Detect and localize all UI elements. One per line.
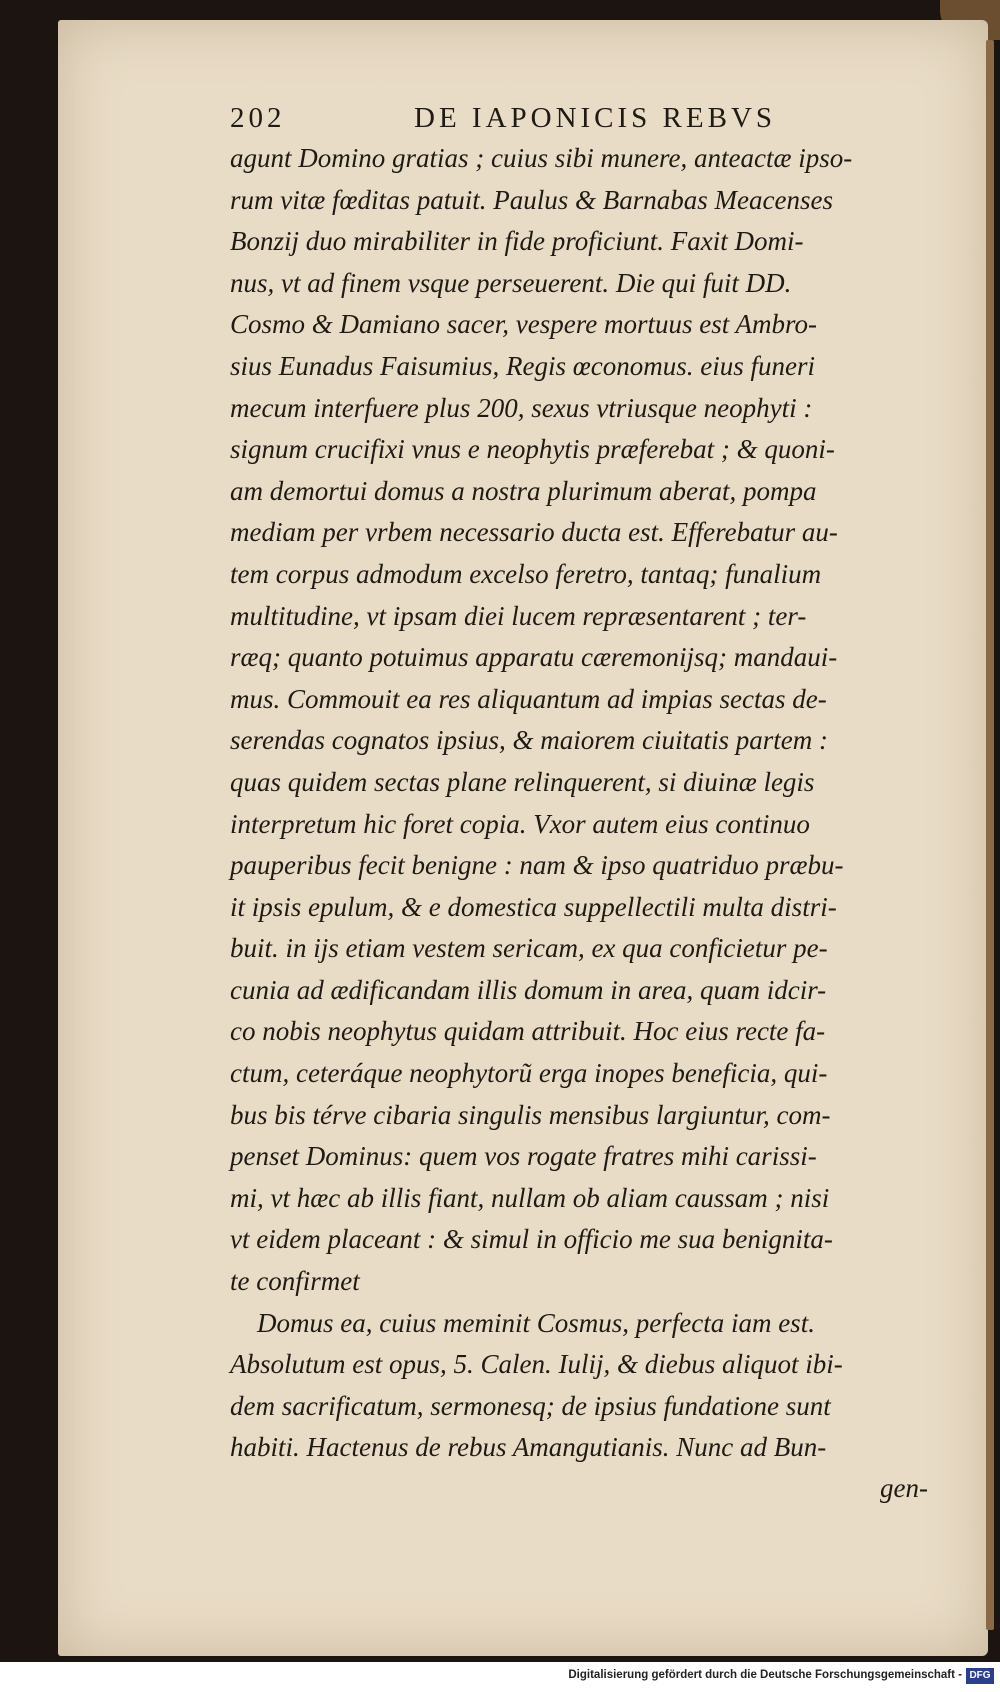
text-line: cunia ad ædificandam illis domum in area, quam idcir- <box>230 974 827 1005</box>
page-edge <box>986 40 994 1630</box>
text-line: am demortui domus a nostra plurimum aberat, pompa <box>230 475 817 506</box>
catchword: gen- <box>880 1473 928 1503</box>
text-line: agunt Domino gratias ; cuius sibi munere, anteactæ ipso- <box>230 143 853 173</box>
text-line: Domus ea, cuius meminit Cosmus, perfecta iam est. <box>230 1307 815 1338</box>
footer-bar <box>0 1662 1000 1692</box>
text-line: tem corpus admodum excelso feretro, tantaq; funalium <box>230 558 822 589</box>
text-line: mus. Commouit ea res aliquantum ad impias sectas de- <box>230 683 827 714</box>
text-line: vt eidem placeant : & simul in officio me sua benignita- <box>230 1224 833 1255</box>
dfg-logo: DFG <box>966 1668 994 1684</box>
text-line: Cosmo & Damiano sacer, vespere mortuus est Ambro- <box>230 309 817 340</box>
page-number: 202 <box>230 102 286 134</box>
text-line: buit. in ijs etiam vestem sericam, ex qua conficietur pe- <box>230 933 828 964</box>
body-text <box>230 138 980 1469</box>
text-line: nus, vt ad finem vsque perseuerent. Die qui fuit DD. <box>230 267 792 298</box>
text-line: it ipsis epulum, & e domestica suppellectili multa distri- <box>230 891 837 922</box>
text-line: co nobis neophytus quidam attribuit. Hoc eius recte fa- <box>230 1016 826 1047</box>
text-line: te confirmet <box>230 1266 360 1297</box>
text-line: multitudine, vt ipsam diei lucem repræsentarent ; ter- <box>230 600 807 631</box>
text-line: mecum interfuere plus 200, sexus vtriusque neophyti : <box>230 392 813 423</box>
text-line: quas quidem sectas plane relinquerent, si diuinæ legis <box>230 766 815 797</box>
text-line: serendas cognatos ipsius, & maiorem ciuitatis partem : <box>230 725 828 756</box>
text-line: dem sacrificatum, sermonesq; de ipsius fundatione sunt <box>230 1390 831 1421</box>
text-line: ctum, ceteráque neophytorũ erga inopes beneficia, qui- <box>230 1058 828 1089</box>
text-line: pauperibus fecit benigne : nam & ipso quatriduo præbu- <box>230 850 844 881</box>
text-line: bus bis térve cibaria singulis mensibus largiuntur, com- <box>230 1099 831 1130</box>
text-line: ræq; quanto potuimus apparatu cæremonijsq; mandaui- <box>230 642 838 673</box>
text-line: Bonzij duo mirabiliter in fide proficiunt. Faxit Domi- <box>230 226 804 257</box>
text-line: rum vitæ fœditas patuit. Paulus & Barnabas Meacenses <box>230 184 833 215</box>
text-line: mi, vt hæc ab illis fiant, nullam ob aliam caussam ; nisi <box>230 1182 830 1213</box>
text-line: mediam per vrbem necessario ducta est. Efferebatur au- <box>230 517 838 548</box>
running-head-title: DE IAPONICIS REBVS <box>414 102 777 134</box>
funding-notice: Digitalisierung gefördert durch die Deutsche Forschungsgemeinschaft - <box>568 1669 962 1681</box>
text-line: habiti. Hactenus de rebus Amangutianis. Nunc ad Bun- <box>230 1432 827 1463</box>
text-line: penset Dominus: quem vos rogate fratres mihi carissi- <box>230 1141 817 1172</box>
text-line: signum crucifixi vnus e neophytis præferebat ; & quoni- <box>230 434 835 465</box>
text-line: interpretum hic foret copia. Vxor autem eius continuo <box>230 808 810 839</box>
text-line: sius Eunadus Faisumius, Regis œconomus. eius funeri <box>230 350 815 381</box>
text-line: Absolutum est opus, 5. Calen. Iulij, & diebus aliquot ibi- <box>230 1349 843 1380</box>
running-head <box>230 102 830 142</box>
